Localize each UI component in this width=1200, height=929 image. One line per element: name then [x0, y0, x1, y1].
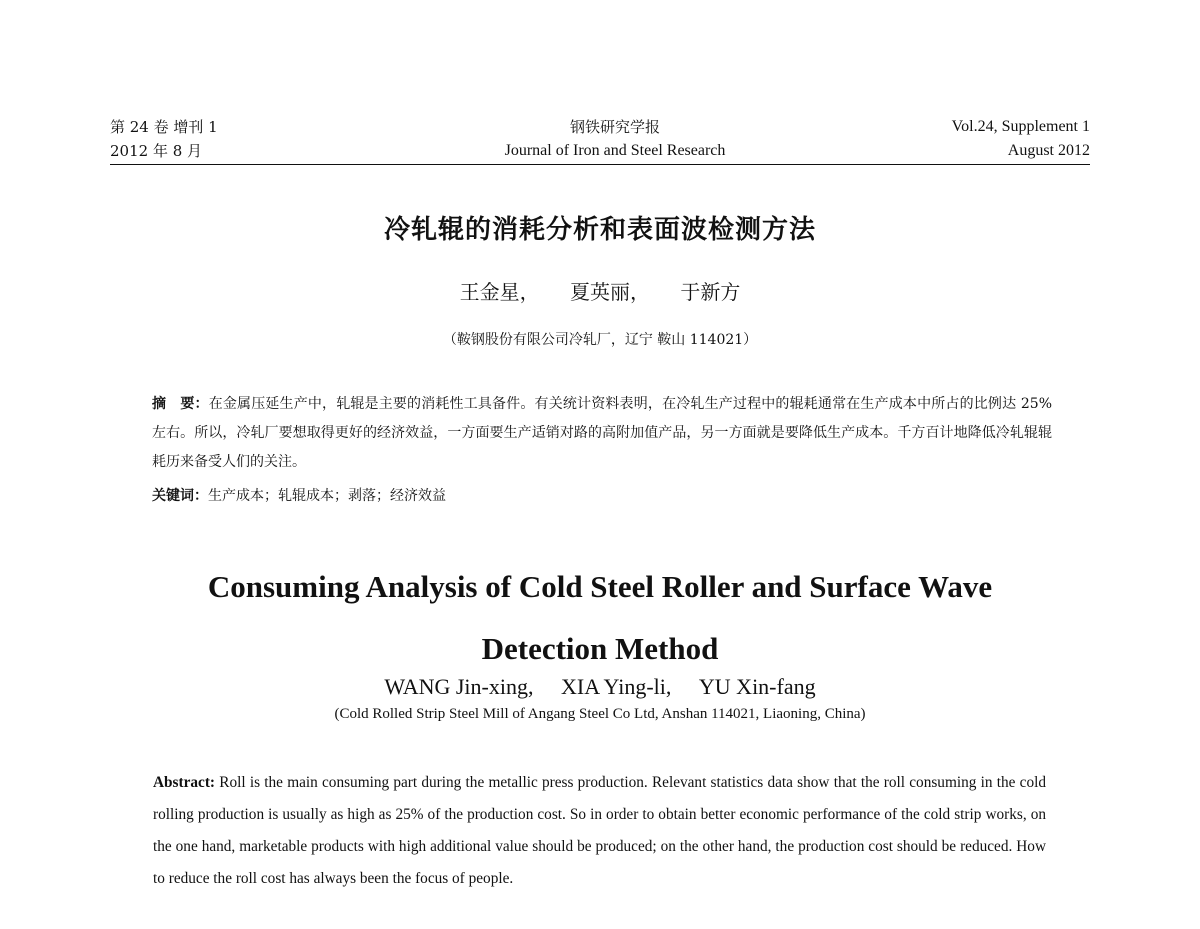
- en-author: XIA Ying-li,: [560, 674, 672, 699]
- date-en: August 2012: [1007, 142, 1090, 159]
- cn-author: 于新方: [680, 280, 741, 304]
- en-author: YU Xin-fang: [698, 674, 816, 699]
- en-title-line2: Detection Method: [481, 631, 719, 666]
- volume-cn: 第 24 卷 增刊 1: [110, 118, 218, 136]
- journal-name-en: Journal of Iron and Steel Research: [504, 142, 726, 159]
- en-abstract-text: Roll is the main consuming part during the metallic press production. Relevant statistics data show that the roll consuming in the cold rolling production is usually as high as 25% of the production cost. So in order to obtain better economic performance of the cold strip works, on the one hand, marketable products with high additional value should be produced; on the other hand, the production cost should be reduced. How to reduce the roll cost has always been the focus of people.: [153, 774, 1047, 887]
- en-abstract-label: Abstract:: [153, 774, 216, 791]
- en-abstract: [153, 767, 1046, 895]
- cn-affiliation: （鞍钢股份有限公司冷轧厂，辽宁 鞍山 114021）: [442, 332, 758, 348]
- en-affiliation: (Cold Rolled Strip Steel Mill of Angang Steel Co Ltd, Anshan 114021, Liaoning, China): [334, 706, 866, 722]
- header-right: [800, 115, 1090, 163]
- header-rule: [110, 164, 1090, 165]
- cn-abstract-text: 在金属压延生产中，轧辊是主要的消耗性工具备件。有关统计资料表明，在冷轧生产过程中的辊耗通常在生产成本中所占的比例达 25%左右。所以，冷轧厂要想取得更好的经济效益，一方面要生产适销对路的高附加值产品，另一方面就是要降低生产成本。千方百计地降低冷轧辊辊耗历来备受人们的关注。: [152, 396, 1053, 470]
- en-title-line1: Consuming Analysis of Cold Steel Roller and Surface Wave: [207, 569, 993, 604]
- cn-authors: [0, 276, 1200, 305]
- cn-keywords-text: 生产成本；轧辊成本；剥落；经济效益: [208, 488, 446, 504]
- header-left: [110, 115, 410, 163]
- date-cn: 2012 年 8 月: [110, 142, 203, 160]
- cn-author: 夏英丽，: [570, 280, 650, 304]
- en-authors: [0, 674, 1200, 700]
- cn-abstract-label: 摘 要：: [152, 396, 209, 412]
- cn-abstract: [152, 390, 1052, 477]
- cn-title: 冷轧辊的消耗分析和表面波检测方法: [383, 215, 816, 245]
- cn-keywords-label: 关键词：: [152, 488, 208, 504]
- en-title: [0, 556, 1200, 680]
- header-center: [420, 115, 810, 163]
- volume-en: Vol.24, Supplement 1: [951, 118, 1090, 135]
- cn-keywords: [152, 484, 1052, 508]
- cn-author: 王金星，: [459, 280, 540, 304]
- en-author: WANG Jin-xing,: [384, 674, 534, 699]
- journal-name-cn: 钢铁研究学报: [569, 118, 660, 136]
